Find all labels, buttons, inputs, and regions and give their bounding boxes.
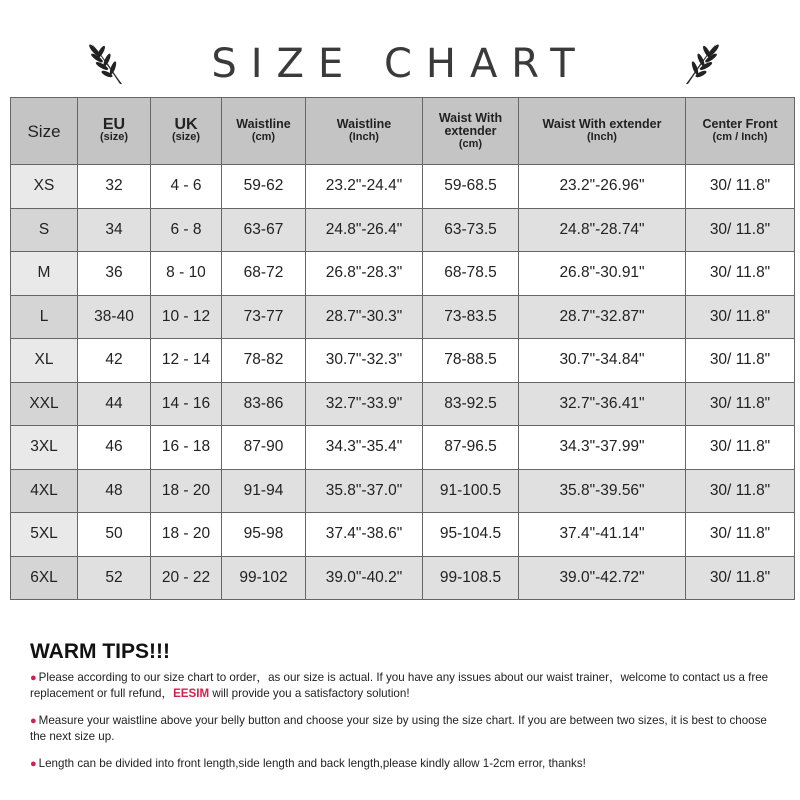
warm-tips-section [30,640,780,784]
column-header: Center Front (cm / Inch) [686,98,795,165]
table-cell: 23.2"-24.4" [306,165,423,209]
bullet-icon: ● [30,758,37,770]
table-cell: 26.8"-30.91" [519,252,686,296]
table-cell: 30.7"-32.3" [306,339,423,383]
table-cell: 68-72 [222,252,306,296]
table-header-row [11,98,795,165]
table-cell: 35.8"-39.56" [519,469,686,513]
table-row [11,165,795,209]
brand-name: EESIM [173,687,210,700]
table-cell: 18 - 20 [151,469,222,513]
table-row [11,252,795,296]
size-cell: 6XL [11,556,78,600]
table-cell: 12 - 14 [151,339,222,383]
size-cell: XS [11,165,78,209]
table-cell: 30/ 11.8" [686,382,795,426]
table-cell: 87-90 [222,426,306,470]
size-cell: S [11,208,78,252]
size-cell: 4XL [11,469,78,513]
size-cell: L [11,295,78,339]
table-cell: 28.7"-30.3" [306,295,423,339]
table-cell: 30/ 11.8" [686,513,795,557]
column-header: UK (size) [151,98,222,165]
bullet-icon: ● [30,672,37,684]
table-cell: 59-62 [222,165,306,209]
size-cell: XL [11,339,78,383]
table-cell: 99-102 [222,556,306,600]
table-cell: 78-88.5 [423,339,519,383]
table-cell: 35.8"-37.0" [306,469,423,513]
table-cell: 10 - 12 [151,295,222,339]
table-row [11,469,795,513]
table-cell: 24.8"-26.4" [306,208,423,252]
table-row [11,295,795,339]
table-cell: 18 - 20 [151,513,222,557]
table-cell: 39.0"-40.2" [306,556,423,600]
column-header: EU (size) [78,98,151,165]
size-cell: 5XL [11,513,78,557]
table-cell: 83-92.5 [423,382,519,426]
table-cell: 28.7"-32.87" [519,295,686,339]
table-cell: 4 - 6 [151,165,222,209]
page-title: SIZE CHART [211,41,589,87]
table-cell: 46 [78,426,151,470]
table-cell: 73-77 [222,295,306,339]
table-cell: 8 - 10 [151,252,222,296]
column-header: Waistline (cm) [222,98,306,165]
tips-heading: WARM TIPS!!! [30,640,170,663]
table-cell: 20 - 22 [151,556,222,600]
tip-item: ● Measure your waistline above your belly button and choose your size by using the size chart. If you are between two sizes, it is best to choose the next size up. [30,714,767,743]
table-cell: 95-104.5 [423,513,519,557]
size-cell: 3XL [11,426,78,470]
table-cell: 30/ 11.8" [686,165,795,209]
table-cell: 63-73.5 [423,208,519,252]
table-cell: 39.0"-42.72" [519,556,686,600]
table-cell: 37.4"-41.14" [519,513,686,557]
table-cell: 32 [78,165,151,209]
table-cell: 37.4"-38.6" [306,513,423,557]
tip-item: ● Length can be divided into front length,side length and back length,please kindly allow 1-2cm error, thanks! [30,757,586,770]
table-cell: 36 [78,252,151,296]
column-header: Waist With extender (Inch) [519,98,686,165]
table-cell: 34 [78,208,151,252]
table-cell: 83-86 [222,382,306,426]
table-cell: 87-96.5 [423,426,519,470]
column-header: Size [11,98,78,165]
column-header: Waist With extender (cm) [423,98,519,165]
table-row [11,556,795,600]
table-cell: 30.7"-34.84" [519,339,686,383]
table-cell: 38-40 [78,295,151,339]
size-cell: XXL [11,382,78,426]
table-cell: 91-94 [222,469,306,513]
bullet-icon: ● [30,715,37,727]
tip-item: ● Please according to our size chart to order，as our size is actual. If you have any issues about our waist trainer，welcome to contact us a free replacement or full refund，EESIM will provide you a satisfactory solution! [30,671,769,700]
table-cell: 23.2"-26.96" [519,165,686,209]
column-header: Waistline (Inch) [306,98,423,165]
table-cell: 6 - 8 [151,208,222,252]
table-cell: 24.8"-28.74" [519,208,686,252]
table-cell: 30/ 11.8" [686,339,795,383]
wheat-leaf-icon [676,38,726,88]
table-row [11,426,795,470]
table-cell: 99-108.5 [423,556,519,600]
table-cell: 30/ 11.8" [686,556,795,600]
table-cell: 26.8"-28.3" [306,252,423,296]
table-cell: 14 - 16 [151,382,222,426]
table-row [11,339,795,383]
table-cell: 91-100.5 [423,469,519,513]
table-cell: 63-67 [222,208,306,252]
table-cell: 59-68.5 [423,165,519,209]
table-cell: 95-98 [222,513,306,557]
table-cell: 78-82 [222,339,306,383]
table-cell: 42 [78,339,151,383]
table-row [11,513,795,557]
size-cell: M [11,252,78,296]
table-cell: 32.7"-36.41" [519,382,686,426]
table-cell: 44 [78,382,151,426]
table-cell: 48 [78,469,151,513]
table-cell: 32.7"-33.9" [306,382,423,426]
table-row [11,208,795,252]
table-cell: 50 [78,513,151,557]
table-cell: 68-78.5 [423,252,519,296]
table-cell: 30/ 11.8" [686,208,795,252]
table-cell: 34.3"-35.4" [306,426,423,470]
table-cell: 30/ 11.8" [686,469,795,513]
table-cell: 52 [78,556,151,600]
table-row [11,382,795,426]
table-cell: 73-83.5 [423,295,519,339]
table-cell: 34.3"-37.99" [519,426,686,470]
table-cell: 30/ 11.8" [686,295,795,339]
table-cell: 30/ 11.8" [686,252,795,296]
size-chart-table [10,97,795,600]
table-cell: 16 - 18 [151,426,222,470]
table-cell: 30/ 11.8" [686,426,795,470]
